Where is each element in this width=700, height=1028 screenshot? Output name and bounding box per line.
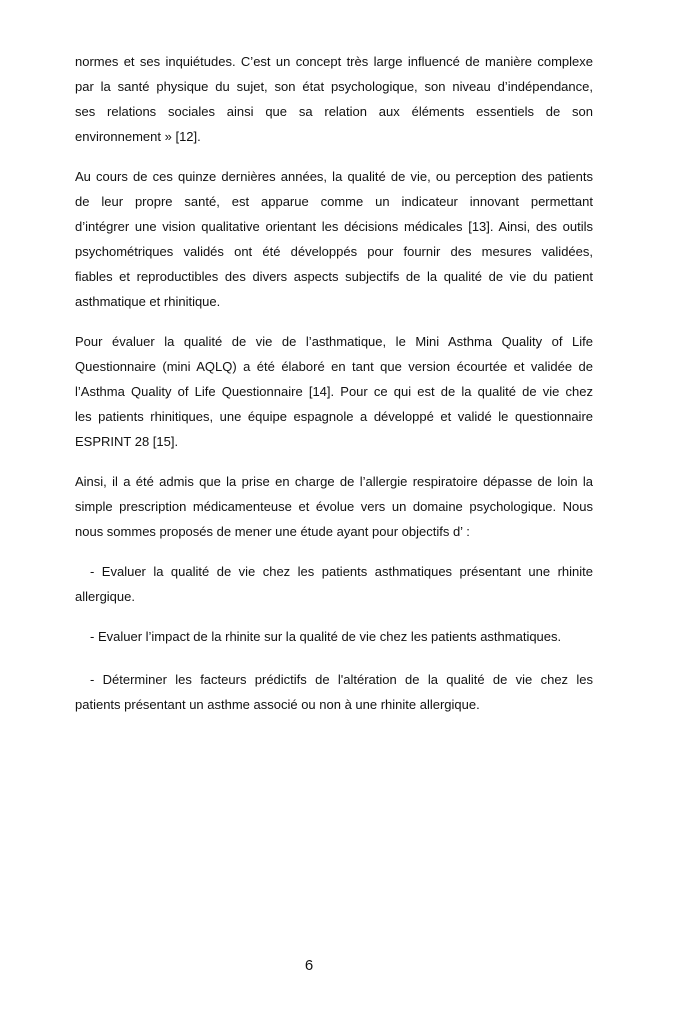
paragraph <box>75 49 593 149</box>
text-line: - Déterminer les facteurs prédictifs de l'altération de la qualité de vie chez les <box>90 672 593 687</box>
text-line: Ainsi, il a été admis que la prise en charge de l’allergie respiratoire dépasse de loin la <box>75 474 593 489</box>
text-line: d’intégrer une vision qualitative orientant les décisions médicales [13]. Ainsi, des outils <box>75 219 593 234</box>
text-line: environnement » [12]. <box>75 129 201 144</box>
text-line: ses relations sociales ainsi que sa relation aux éléments essentiels de son <box>75 104 593 119</box>
text-line: ESPRINT 28 [15]. <box>75 434 179 449</box>
text-line: nous sommes proposés de mener une étude ayant pour objectifs d’ : <box>75 524 470 539</box>
text-line: fiables et reproductibles des divers aspects subjectifs de la qualité de vie du patient <box>75 269 593 284</box>
text-line: - Evaluer la qualité de vie chez les patients asthmatiques présentant une rhinite <box>90 564 593 579</box>
text-line: Au cours de ces quinze dernières années, la qualité de vie, ou perception des patients <box>75 169 593 184</box>
text-line: Pour évaluer la qualité de vie de l’asthmatique, le Mini Asthma Quality of Life <box>75 334 593 349</box>
list-item <box>75 624 593 649</box>
list-item <box>75 667 593 717</box>
page-number: 6 <box>304 957 314 974</box>
text-line: allergique. <box>75 589 135 604</box>
text-line: patients présentant un asthme associé ou non à une rhinite allergique. <box>75 697 480 712</box>
text-line: par la santé physique du sujet, son état psychologique, son niveau d’indépendance, <box>75 79 593 94</box>
text-line: l’Asthma Quality of Life Questionnaire [14]. Pour ce qui est de la qualité de vie chez <box>75 384 593 399</box>
text-line: asthmatique et rhinitique. <box>75 294 221 309</box>
text-line: de leur propre santé, est apparue comme un indicateur innovant permettant <box>75 194 593 209</box>
text-line: - Evaluer l’impact de la rhinite sur la qualité de vie chez les patients asthmatiques. <box>90 629 562 644</box>
text-line: Questionnaire (mini AQLQ) a été élaboré en tant que version écourtée et validée de <box>75 359 593 374</box>
paragraph <box>75 329 593 454</box>
text-line: psychométriques validés ont été développés pour fournir des mesures validées, <box>75 244 593 259</box>
paragraph <box>75 469 593 544</box>
list-item <box>75 559 593 609</box>
text-line: simple prescription médicamenteuse et évolue vers un domaine psychologique. Nous <box>75 499 593 514</box>
text-line: les patients rhinitiques, une équipe espagnole a développé et validé le questionnaire <box>75 409 593 424</box>
paragraph <box>75 164 593 314</box>
document-body <box>75 49 593 732</box>
text-line: normes et ses inquiétudes. C’est un concept très large influencé de manière complexe <box>75 54 593 69</box>
